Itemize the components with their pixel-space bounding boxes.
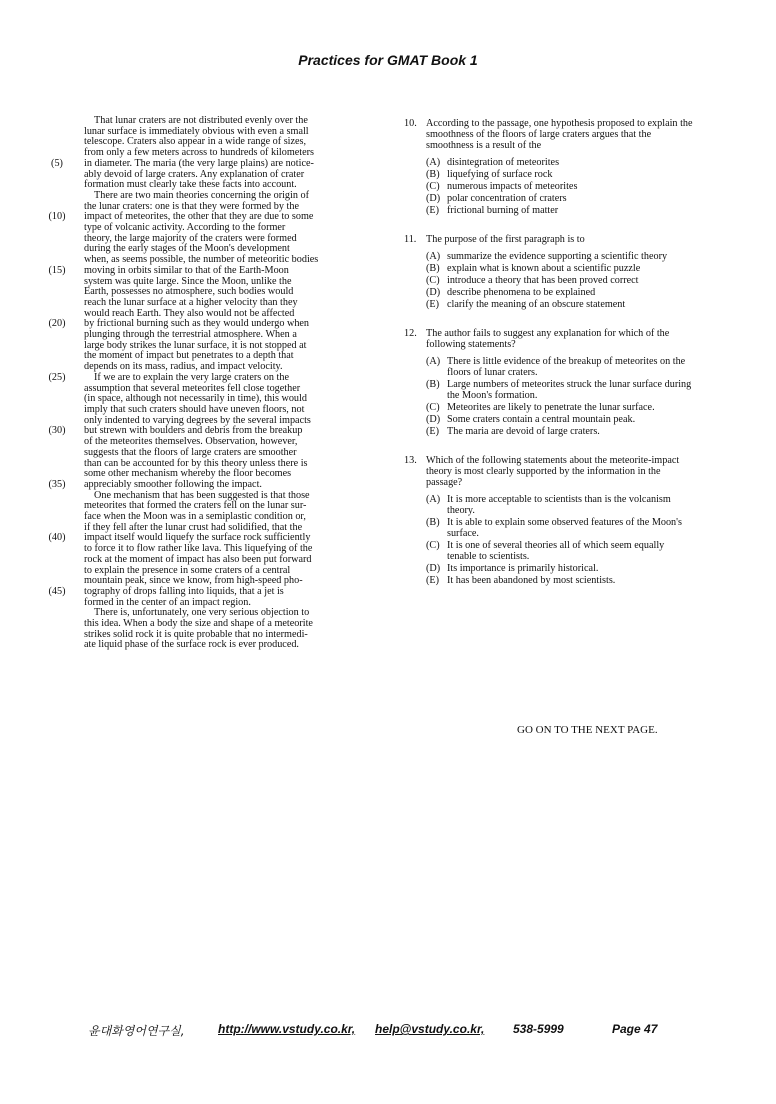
answer-choice[interactable] — [426, 193, 694, 204]
passage-line-text: by frictional burning such as they would undergo when — [84, 318, 310, 330]
choice-text: clarify the meaning of an obscure statement — [447, 299, 626, 310]
passage-line-text: only indented to varying degrees by the several impacts — [84, 414, 311, 426]
passage-line-text: rock at the moment of impact has also been put forward — [84, 553, 312, 565]
answer-choice[interactable] — [426, 205, 694, 216]
question-number: 12. — [404, 328, 417, 339]
question-stem-text: The purpose of the first paragraph is to — [426, 234, 585, 245]
question-number: 13. — [404, 455, 417, 466]
passage-line-text: plunging through the terrestrial atmosphere. When a — [84, 329, 297, 341]
choice-text: summarize the evidence supporting a scientific theory — [447, 251, 668, 262]
choice-text: disintegration of meteorites — [447, 157, 560, 168]
passage-line-text: this idea. When a body the size and shape of a meteorite — [84, 618, 313, 630]
passage-line-text: but strewn with boulders and debris from the breakup — [84, 425, 303, 437]
choice-label: (C) — [426, 540, 440, 551]
question-stem-text: The author fails to suggest any explanation for which of the following statements? — [426, 328, 670, 350]
passage-line-text: formed in the center of an impact region. — [84, 596, 251, 608]
question-stem-text: According to the passage, one hypothesis proposed to explain the smoothness of the floors of large craters argues that the smoothness is a result of the — [426, 118, 693, 151]
passage-line-text: reach the lunar surface at a higher velocity than they — [84, 296, 298, 308]
question-number: 11. — [404, 234, 417, 245]
choice-label: (E) — [426, 205, 440, 216]
choice-text: introduce a theory that has been proved correct — [447, 275, 639, 286]
choice-text: Some craters contain a central mountain peak. — [447, 414, 636, 425]
choice-text: describe phenomena to be explained — [447, 287, 596, 298]
answer-choice[interactable] — [426, 563, 694, 574]
question-10 — [404, 118, 694, 216]
passage-line-text: If we are to explain the very large craters on the — [94, 371, 289, 383]
passage-line-text: theory, the large majority of the craters were formed — [84, 232, 297, 244]
passage-line-text: strikes solid rock it is quite probable that no intermedi- — [84, 628, 308, 640]
footer-phone: 538-5999 — [513, 1022, 564, 1036]
question-13 — [404, 455, 694, 586]
question-stem — [404, 118, 694, 151]
choice-text: It is more acceptable to scientists than is the volcanism theory. — [447, 494, 671, 516]
passage-line-text: the moment of impact but penetrates to a depth that — [84, 350, 294, 362]
answer-choice[interactable] — [426, 181, 694, 192]
passage-line-text: impact itself would liquefy the surface rock sufficiently — [84, 532, 311, 544]
footer-website-link[interactable]: http://www.vstudy.co.kr, — [218, 1022, 356, 1036]
question-stem-text: Which of the following statements about the meteorite-impact theory is most clearly supported by the information in the passage? — [426, 455, 680, 488]
passage-line-text: during the early stages of the Moon's development — [84, 243, 290, 255]
line-number: (10) — [48, 211, 66, 223]
answer-choice[interactable] — [426, 299, 694, 310]
answer-choice[interactable] — [426, 275, 694, 286]
answer-choice[interactable] — [426, 494, 694, 516]
choice-label: (D) — [426, 193, 441, 204]
choice-label: (A) — [426, 494, 441, 505]
answer-choice[interactable] — [426, 169, 694, 180]
answer-choice[interactable] — [426, 287, 694, 298]
answer-choices — [404, 356, 694, 437]
footer-organization: 윤대화영어연구실, — [88, 1024, 185, 1038]
question-stem — [404, 328, 694, 350]
choice-label: (A) — [426, 251, 441, 262]
choice-label: (B) — [426, 379, 440, 390]
choice-label: (B) — [426, 517, 440, 528]
answer-choices — [404, 494, 694, 586]
line-number: (20) — [48, 318, 66, 330]
choice-label: (E) — [426, 426, 440, 437]
passage-line-text: from only a few meters across to hundreds of kilometers — [84, 147, 315, 159]
question-stem — [404, 455, 694, 488]
choice-text: liquefying of surface rock — [447, 169, 553, 180]
passage-line-text: moving in orbits similar to that of the Earth-Moon — [84, 264, 289, 276]
choice-text: Meteorites are likely to penetrate the lunar surface. — [447, 402, 655, 413]
choice-label: (B) — [426, 263, 440, 274]
passage-line-text: when, as seems possible, the number of meteoritic bodies — [84, 254, 319, 266]
passage-line-text: face when the Moon was in a semiplastic condition or, — [84, 511, 306, 523]
reading-passage — [40, 116, 370, 651]
passage-line-text: tography of drops falling into liquids, that a jet is — [84, 585, 284, 597]
answer-choice[interactable] — [426, 157, 694, 168]
choice-text: It has been abandoned by most scientists. — [447, 575, 616, 586]
line-number: (15) — [48, 264, 66, 276]
choice-label: (E) — [426, 299, 440, 310]
passage-line-text: There is, unfortunately, one very serious objection to — [94, 607, 310, 619]
passage-line-text: appreciably smoother following the impact. — [84, 478, 262, 490]
choice-label: (B) — [426, 169, 440, 180]
passage-line-text: suggests that the floors of large craters are smoother — [84, 446, 297, 458]
footer-email-link[interactable]: help@vstudy.co.kr, — [375, 1022, 485, 1036]
choice-label: (C) — [426, 275, 440, 286]
answer-choices — [404, 251, 694, 310]
passage-line-text: imply that such craters should have uneven floors, not — [84, 403, 305, 415]
passage-line-text: to force it to flow rather like lava. This liquefying of the — [84, 543, 313, 555]
page-header-title: Practices for GMAT Book 1 — [298, 52, 478, 68]
line-number: (40) — [48, 532, 66, 544]
choice-label: (E) — [426, 575, 440, 586]
answer-choice[interactable] — [426, 251, 694, 262]
passage-line-text: mountain peak, since we know, from high-speed pho- — [84, 575, 303, 587]
answer-choice[interactable] — [426, 517, 694, 539]
passage-line-text: ably devoid of large craters. Any explanation of crater — [84, 168, 305, 180]
answer-choices — [404, 157, 694, 216]
choice-label: (D) — [426, 414, 441, 425]
passage-line-text: There are two main theories concerning the origin of — [94, 189, 309, 201]
passage-line-text: assumption that several meteorites fell close together — [84, 382, 301, 394]
choice-text: explain what is known about a scientific puzzle — [447, 263, 641, 274]
answer-choice[interactable] — [426, 414, 694, 425]
passage-line-text: to explain the presence in some craters of a central — [84, 564, 291, 576]
passage-line-text: lunar surface is immediately obvious with even a small — [84, 125, 309, 137]
question-list — [404, 118, 694, 604]
question-11 — [404, 234, 694, 310]
page-number: Page 47 — [612, 1022, 658, 1036]
answer-choice[interactable] — [426, 356, 694, 378]
question-stem — [404, 234, 694, 245]
passage-line-text: One mechanism that has been suggested is that those — [94, 489, 310, 501]
passage-line-text: would reach Earth. They also would not be affected — [84, 307, 295, 319]
passage-line-text: of the meteorites themselves. Observation, however, — [84, 436, 298, 448]
answer-choice[interactable] — [426, 426, 694, 437]
answer-choice[interactable] — [426, 402, 694, 413]
choice-text: Large numbers of meteorites struck the lunar surface during the Moon's formation. — [447, 379, 692, 401]
choice-text: polar concentration of craters — [447, 193, 567, 204]
passage-line-text: the lunar craters: one is that they were formed by the — [84, 200, 299, 212]
choice-text: frictional burning of matter — [447, 205, 559, 216]
line-number: (5) — [51, 157, 63, 169]
passage-line-text: if they fell after the lunar crust had solidified, that the — [84, 521, 303, 533]
line-number: (30) — [48, 425, 66, 437]
passage-line-text: in diameter. The maria (the very large plains) are notice- — [84, 157, 314, 169]
passage-line-text: depends on its mass, radius, and impact velocity. — [84, 361, 283, 373]
choice-text: It is one of several theories all of which seem equally tenable to scientists. — [447, 540, 665, 562]
passage-line-text: large body strikes the lunar surface, it is not stopped at — [84, 339, 307, 351]
choice-label: (C) — [426, 402, 440, 413]
passage-line-text: some other mechanism whereby the floor becomes — [84, 468, 292, 480]
passage-line-text: type of volcanic activity. According to the former — [84, 222, 286, 234]
passage-line-text: meteorites that formed the craters fell on the lunar sur- — [84, 500, 307, 512]
choice-label: (C) — [426, 181, 440, 192]
go-on-notice: GO ON TO THE NEXT PAGE. — [517, 724, 658, 736]
answer-choice[interactable] — [426, 263, 694, 274]
question-12 — [404, 328, 694, 437]
passage-line-text: than can be accounted for by this theory unless there is — [84, 457, 308, 469]
choice-label: (D) — [426, 563, 441, 574]
passage-line — [40, 640, 370, 651]
choice-label: (D) — [426, 287, 441, 298]
choice-label: (A) — [426, 157, 441, 168]
question-number: 10. — [404, 118, 417, 129]
passage-line-text: impact of meteorites, the other that they are due to some — [84, 211, 314, 223]
choice-label: (A) — [426, 356, 441, 367]
passage-line-text: formation must clearly take these facts into account. — [84, 179, 297, 191]
choice-text: Its importance is primarily historical. — [447, 563, 599, 574]
choice-text: There is little evidence of the breakup of meteorites on the floors of lunar craters. — [447, 356, 686, 378]
passage-line-text: That lunar craters are not distributed evenly over the — [94, 115, 308, 126]
passage-line-text: ate liquid phase of the surface rock is ever produced. — [84, 639, 299, 651]
choice-text: numerous impacts of meteorites — [447, 181, 578, 192]
line-number: (45) — [48, 585, 66, 597]
choice-text: It is able to explain some observed features of the Moon's surface. — [447, 517, 682, 539]
passage-line-text: (in space, although not necessarily in time), this would — [84, 393, 307, 405]
line-number: (25) — [48, 371, 66, 383]
answer-choice[interactable] — [426, 379, 694, 401]
passage-line — [40, 480, 370, 491]
choice-text: The maria are devoid of large craters. — [447, 426, 600, 437]
answer-choice[interactable] — [426, 575, 694, 586]
passage-line-text: telescope. Craters also appear in a wide range of sizes, — [84, 136, 307, 148]
answer-choice[interactable] — [426, 540, 694, 562]
passage-line-text: system was quite large. Since the Moon, unlike the — [84, 275, 292, 287]
line-number: (35) — [48, 478, 66, 490]
passage-line-text: Earth, possesses no atmosphere, such bodies would — [84, 286, 294, 298]
